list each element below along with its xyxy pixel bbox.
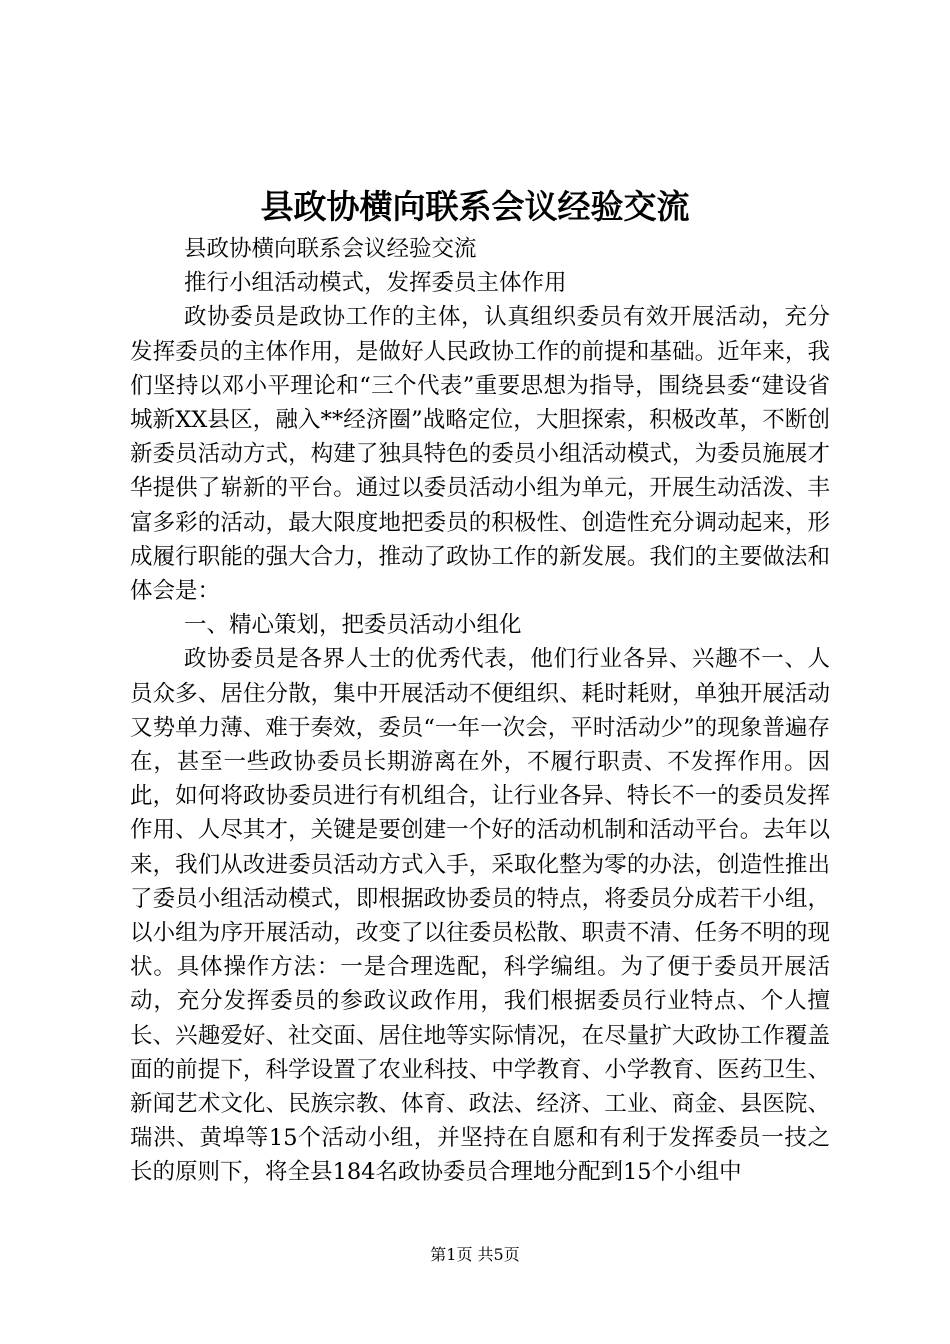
body-paragraph: 政协委员是政协工作的主体，认真组织委员有效开展活动，充分发挥委员的主体作用，是做好人民政协工作的前提和基础。近年来，我们坚持以邓小平理论和“三个代表”重要思想为指导，围绕县委“建设省城新XX县区，融入**经济圈”战略定位，大胆探索，积极改革，不断创新委员活动方式，构建了独具特色的委员小组活动模式，为委员施展才华提供了崭新的平台。通过以委员活动小组为单元，开展生动活泼、丰富多彩的活动，最大限度地把委员的积极性、创造性充分调动起来，形成履行职能的强大合力，推动了政协工作的新发展。我们的主要做法和体会是： <box>130 304 830 605</box>
body-paragraph: 推行小组活动模式，发挥委员主体作用 <box>184 270 567 297</box>
section-heading: 一、精心策划，把委员活动小组化 <box>184 612 522 639</box>
body-paragraph: 政协委员是各界人士的优秀代表，他们行业各异、兴趣不一、人员众多、居住分散，集中开展活动不便组织、耗时耗财，单独开展活动又势单力薄、难于奏效，委员“一年一次会，平时活动少”的现象普遍存在，甚至一些政协委员长期游离在外，不履行职责、不发挥作用。因此，如何将政协委员进行有机组合，让行业各异、特长不一的委员发挥作用、人尽其才，关键是要创建一个好的活动机制和活动平台。去年以来，我们从改进委员活动方式入手，采取化整为零的办法，创造性推出了委员小组活动模式，即根据政协委员的特点，将委员分成若干小组，以小组为序开展活动，改变了以往委员松散、职责不清、任务不明的现状。具体操作方法：一是合理选配，科学编组。为了便于委员开展活动，充分发挥委员的参政议政作用，我们根据委员行业特点、个人擅长、兴趣爱好、社交面、居住地等实际情况，在尽量扩大政协工作覆盖面的前提下，科学设置了农业科技、中学教育、小学教育、医药卫生、新闻艺术文化、民族宗教、体育、政法、经济、工业、商金、县医院、瑞洪、黄埠等15个活动小组，并坚持在自愿和有利于发挥委员一技之长的原则下，将全县184名政协委员合理地分配到15个小组中 <box>130 646 830 1186</box>
page-footer: 第1页 共5页 <box>430 1245 520 1264</box>
document-body <box>130 232 830 1190</box>
document-title: 县政协横向联系会议经验交流 <box>260 187 690 226</box>
body-paragraph: 县政协横向联系会议经验交流 <box>184 236 477 262</box>
